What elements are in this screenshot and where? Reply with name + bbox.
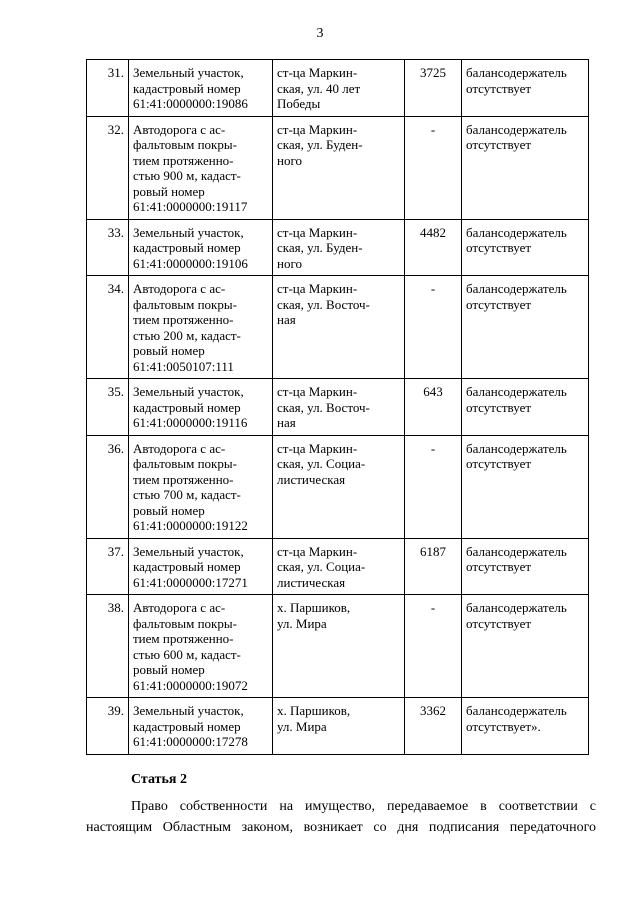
object-address: ст-ца Маркин- ская, ул. Социа- листическая <box>273 538 405 595</box>
balance-holder: балансодержатель отсутствует <box>462 276 589 379</box>
table-row <box>87 595 589 698</box>
object-address: х. Паршиков, ул. Мира <box>273 595 405 698</box>
row-number: 33. <box>87 219 129 276</box>
object-area: - <box>405 435 462 538</box>
property-table <box>86 59 589 755</box>
object-name: Земельный участок, кадастровый номер 61:41:0000000:17271 <box>129 538 273 595</box>
object-name: Земельный участок, кадастровый номер 61:41:0000000:19106 <box>129 219 273 276</box>
object-address: ст-ца Маркин- ская, ул. Восточ- ная <box>273 276 405 379</box>
row-number: 39. <box>87 698 129 755</box>
table-row <box>87 219 589 276</box>
object-name: Автодорога с ас- фальтовым покры- тием протяженно- стью 900 м, кадаст- ровый номер 61:41:0000000:19117 <box>129 116 273 219</box>
page-number: 3 <box>316 26 324 41</box>
row-number: 38. <box>87 595 129 698</box>
row-number: 34. <box>87 276 129 379</box>
row-number: 35. <box>87 379 129 436</box>
balance-holder: балансодержатель отсутствует <box>462 379 589 436</box>
balance-holder: балансодержатель отсутствует <box>462 595 589 698</box>
table-body <box>87 60 589 755</box>
table-row <box>87 435 589 538</box>
object-name: Автодорога с ас- фальтовым покры- тием протяженно- стью 600 м, кадаст- ровый номер 61:41:0000000:19072 <box>129 595 273 698</box>
object-name: Земельный участок, кадастровый номер 61:41:0000000:19116 <box>129 379 273 436</box>
object-area: 4482 <box>405 219 462 276</box>
row-number: 36. <box>87 435 129 538</box>
table-row <box>87 698 589 755</box>
balance-holder: балансодержатель отсутствует». <box>462 698 589 755</box>
object-area: - <box>405 276 462 379</box>
table-row <box>87 379 589 436</box>
row-number: 37. <box>87 538 129 595</box>
object-address: ст-ца Маркин- ская, ул. Социа- листическая <box>273 435 405 538</box>
object-address: ст-ца Маркин- ская, ул. Буден- ного <box>273 219 405 276</box>
row-number: 31. <box>87 60 129 117</box>
object-name: Автодорога с ас- фальтовым покры- тием протяженно- стью 200 м, кадаст- ровый номер 61:41:0050107:111 <box>129 276 273 379</box>
object-name: Земельный участок, кадастровый номер 61:41:0000000:19086 <box>129 60 273 117</box>
object-area: - <box>405 116 462 219</box>
table-row <box>87 276 589 379</box>
object-address: ст-ца Маркин- ская, ул. Буден- ного <box>273 116 405 219</box>
balance-holder: балансодержатель отсутствует <box>462 219 589 276</box>
object-address: ст-ца Маркин- ская, ул. Восточ- ная <box>273 379 405 436</box>
object-area: - <box>405 595 462 698</box>
article-heading: Статья 2 <box>131 772 187 787</box>
object-area: 3362 <box>405 698 462 755</box>
balance-holder: балансодержатель отсутствует <box>462 116 589 219</box>
object-area: 6187 <box>405 538 462 595</box>
object-name: Автодорога с ас- фальтовым покры- тием протяженно- стью 700 м, кадаст- ровый номер 61:41:0000000:19122 <box>129 435 273 538</box>
object-address: х. Паршиков, ул. Мира <box>273 698 405 755</box>
row-number: 32. <box>87 116 129 219</box>
table-row <box>87 538 589 595</box>
balance-holder: балансодержатель отсутствует <box>462 538 589 595</box>
object-name: Земельный участок, кадастровый номер 61:41:0000000:17278 <box>129 698 273 755</box>
object-address: ст-ца Маркин- ская, ул. 40 лет Победы <box>273 60 405 117</box>
object-area: 643 <box>405 379 462 436</box>
balance-holder: балансодержатель отсутствует <box>462 60 589 117</box>
balance-holder: балансодержатель отсутствует <box>462 435 589 538</box>
table-row <box>87 116 589 219</box>
article-body: Право собственности на имущество, передаваемое в соответствии с настоящим Областным законом, возникает со дня подписания передаточного <box>86 799 596 835</box>
table-row <box>87 60 589 117</box>
object-area: 3725 <box>405 60 462 117</box>
